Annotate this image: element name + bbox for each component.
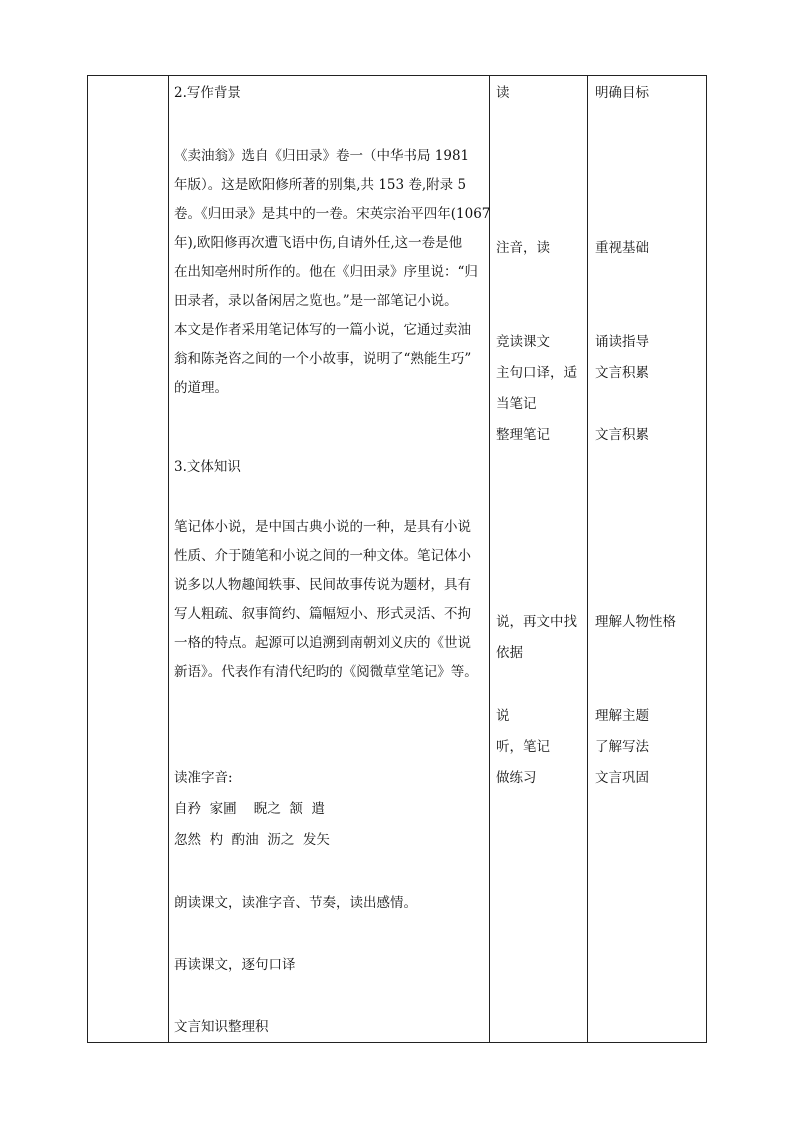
genre-paragraph xyxy=(174,513,478,687)
activity-translate-1: 主句口译，适 xyxy=(496,365,577,381)
activity-annotate-read: 注音，读 xyxy=(496,240,550,256)
reread-instruction: 再读课文，逐句口译 xyxy=(174,957,296,973)
intent-recite-guide: 诵读指导 xyxy=(595,334,649,350)
activity-exercise: 做练习 xyxy=(496,770,537,786)
pronunciation-words-1: 自矜 家圃 睨之 颔 遣 xyxy=(174,801,325,817)
activity-speak: 说 xyxy=(496,708,510,724)
activity-speak-find-1: 说，再文中找 xyxy=(496,614,577,630)
intent-classical-accumulate-1: 文言积累 xyxy=(595,365,649,381)
intent-understand-theme: 理解主题 xyxy=(595,708,649,724)
paragraph-line: 笔记体小说，是中国古典小说的一种，是具有小说 xyxy=(174,519,471,535)
activity-organize-notes: 整理笔记 xyxy=(496,427,550,443)
knowledge-instruction: 文言知识整理积 xyxy=(174,1019,269,1035)
pronunciation-heading: 读准字音: xyxy=(174,770,233,786)
paragraph-line: 说多以人物趣闻轶事、民间故事传说为题材，具有 xyxy=(174,577,471,593)
paragraph-line: 年版）。这是欧阳修所著的别集,共 153 卷,附录 5 xyxy=(174,177,467,193)
intent-classical-consolidate: 文言巩固 xyxy=(595,770,649,786)
background-paragraph xyxy=(174,142,490,403)
paragraph-line: 田录者，录以备闲居之览也。”是一部笔记小说。 xyxy=(174,293,458,309)
pronunciation-words-2: 忽然 杓 酌油 沥之 发矢 xyxy=(174,832,330,848)
paragraph-line: 的道理。 xyxy=(174,380,228,396)
activity-compete-read: 竞读课文 xyxy=(496,334,550,350)
paragraph-line: 卷。《归田录》是其中的一卷。宋英宗治平四年(1067 xyxy=(174,206,491,222)
activity-read: 读 xyxy=(496,85,510,101)
intent-learn-writing: 了解写法 xyxy=(595,739,649,755)
read-aloud-instruction: 朗读课文，读准字音、节奏，读出感情。 xyxy=(174,895,417,911)
paragraph-line: 写人粗疏、叙事简约、篇幅短小、形式灵活、不拘 xyxy=(174,606,471,622)
paragraph-line: 《卖油翁》选自《归田录》卷一（中华书局 1981 xyxy=(174,148,470,164)
paragraph-line: 本文是作者采用笔记体写的一篇小说，它通过卖油 xyxy=(174,322,471,338)
heading-genre-knowledge: 3.文体知识 xyxy=(174,459,241,475)
intent-classical-accumulate-2: 文言积累 xyxy=(595,427,649,443)
paragraph-line: 一格的特点。起源可以追溯到南朝刘义庆的《世说 xyxy=(174,635,471,651)
activity-translate-2: 当笔记 xyxy=(496,396,537,412)
paragraph-line: 性质、介于随笔和小说之间的一种文体。笔记体小 xyxy=(174,548,471,564)
column-divider-1 xyxy=(168,76,169,1042)
column-divider-3 xyxy=(587,76,588,1042)
paragraph-line: 新语》。代表作有清代纪昀的《阅微草堂笔记》等。 xyxy=(174,664,478,680)
intent-understand-character: 理解人物性格 xyxy=(595,614,676,630)
heading-writing-background: 2.写作背景 xyxy=(174,85,241,101)
paragraph-line: 翁和陈尧咨之间的一个小故事，说明了“熟能生巧” xyxy=(174,351,472,367)
intent-value-basics: 重视基础 xyxy=(595,240,649,256)
paragraph-line: 年),欧阳修再次遭飞语中伤,自请外任,这一卷是他 xyxy=(174,235,463,251)
activity-speak-find-2: 依据 xyxy=(496,645,523,661)
intent-clear-goal: 明确目标 xyxy=(595,85,649,101)
paragraph-line: 在出知亳州时所作的。他在《归田录》序里说：“归 xyxy=(174,264,478,280)
activity-listen-notes: 听，笔记 xyxy=(496,739,550,755)
